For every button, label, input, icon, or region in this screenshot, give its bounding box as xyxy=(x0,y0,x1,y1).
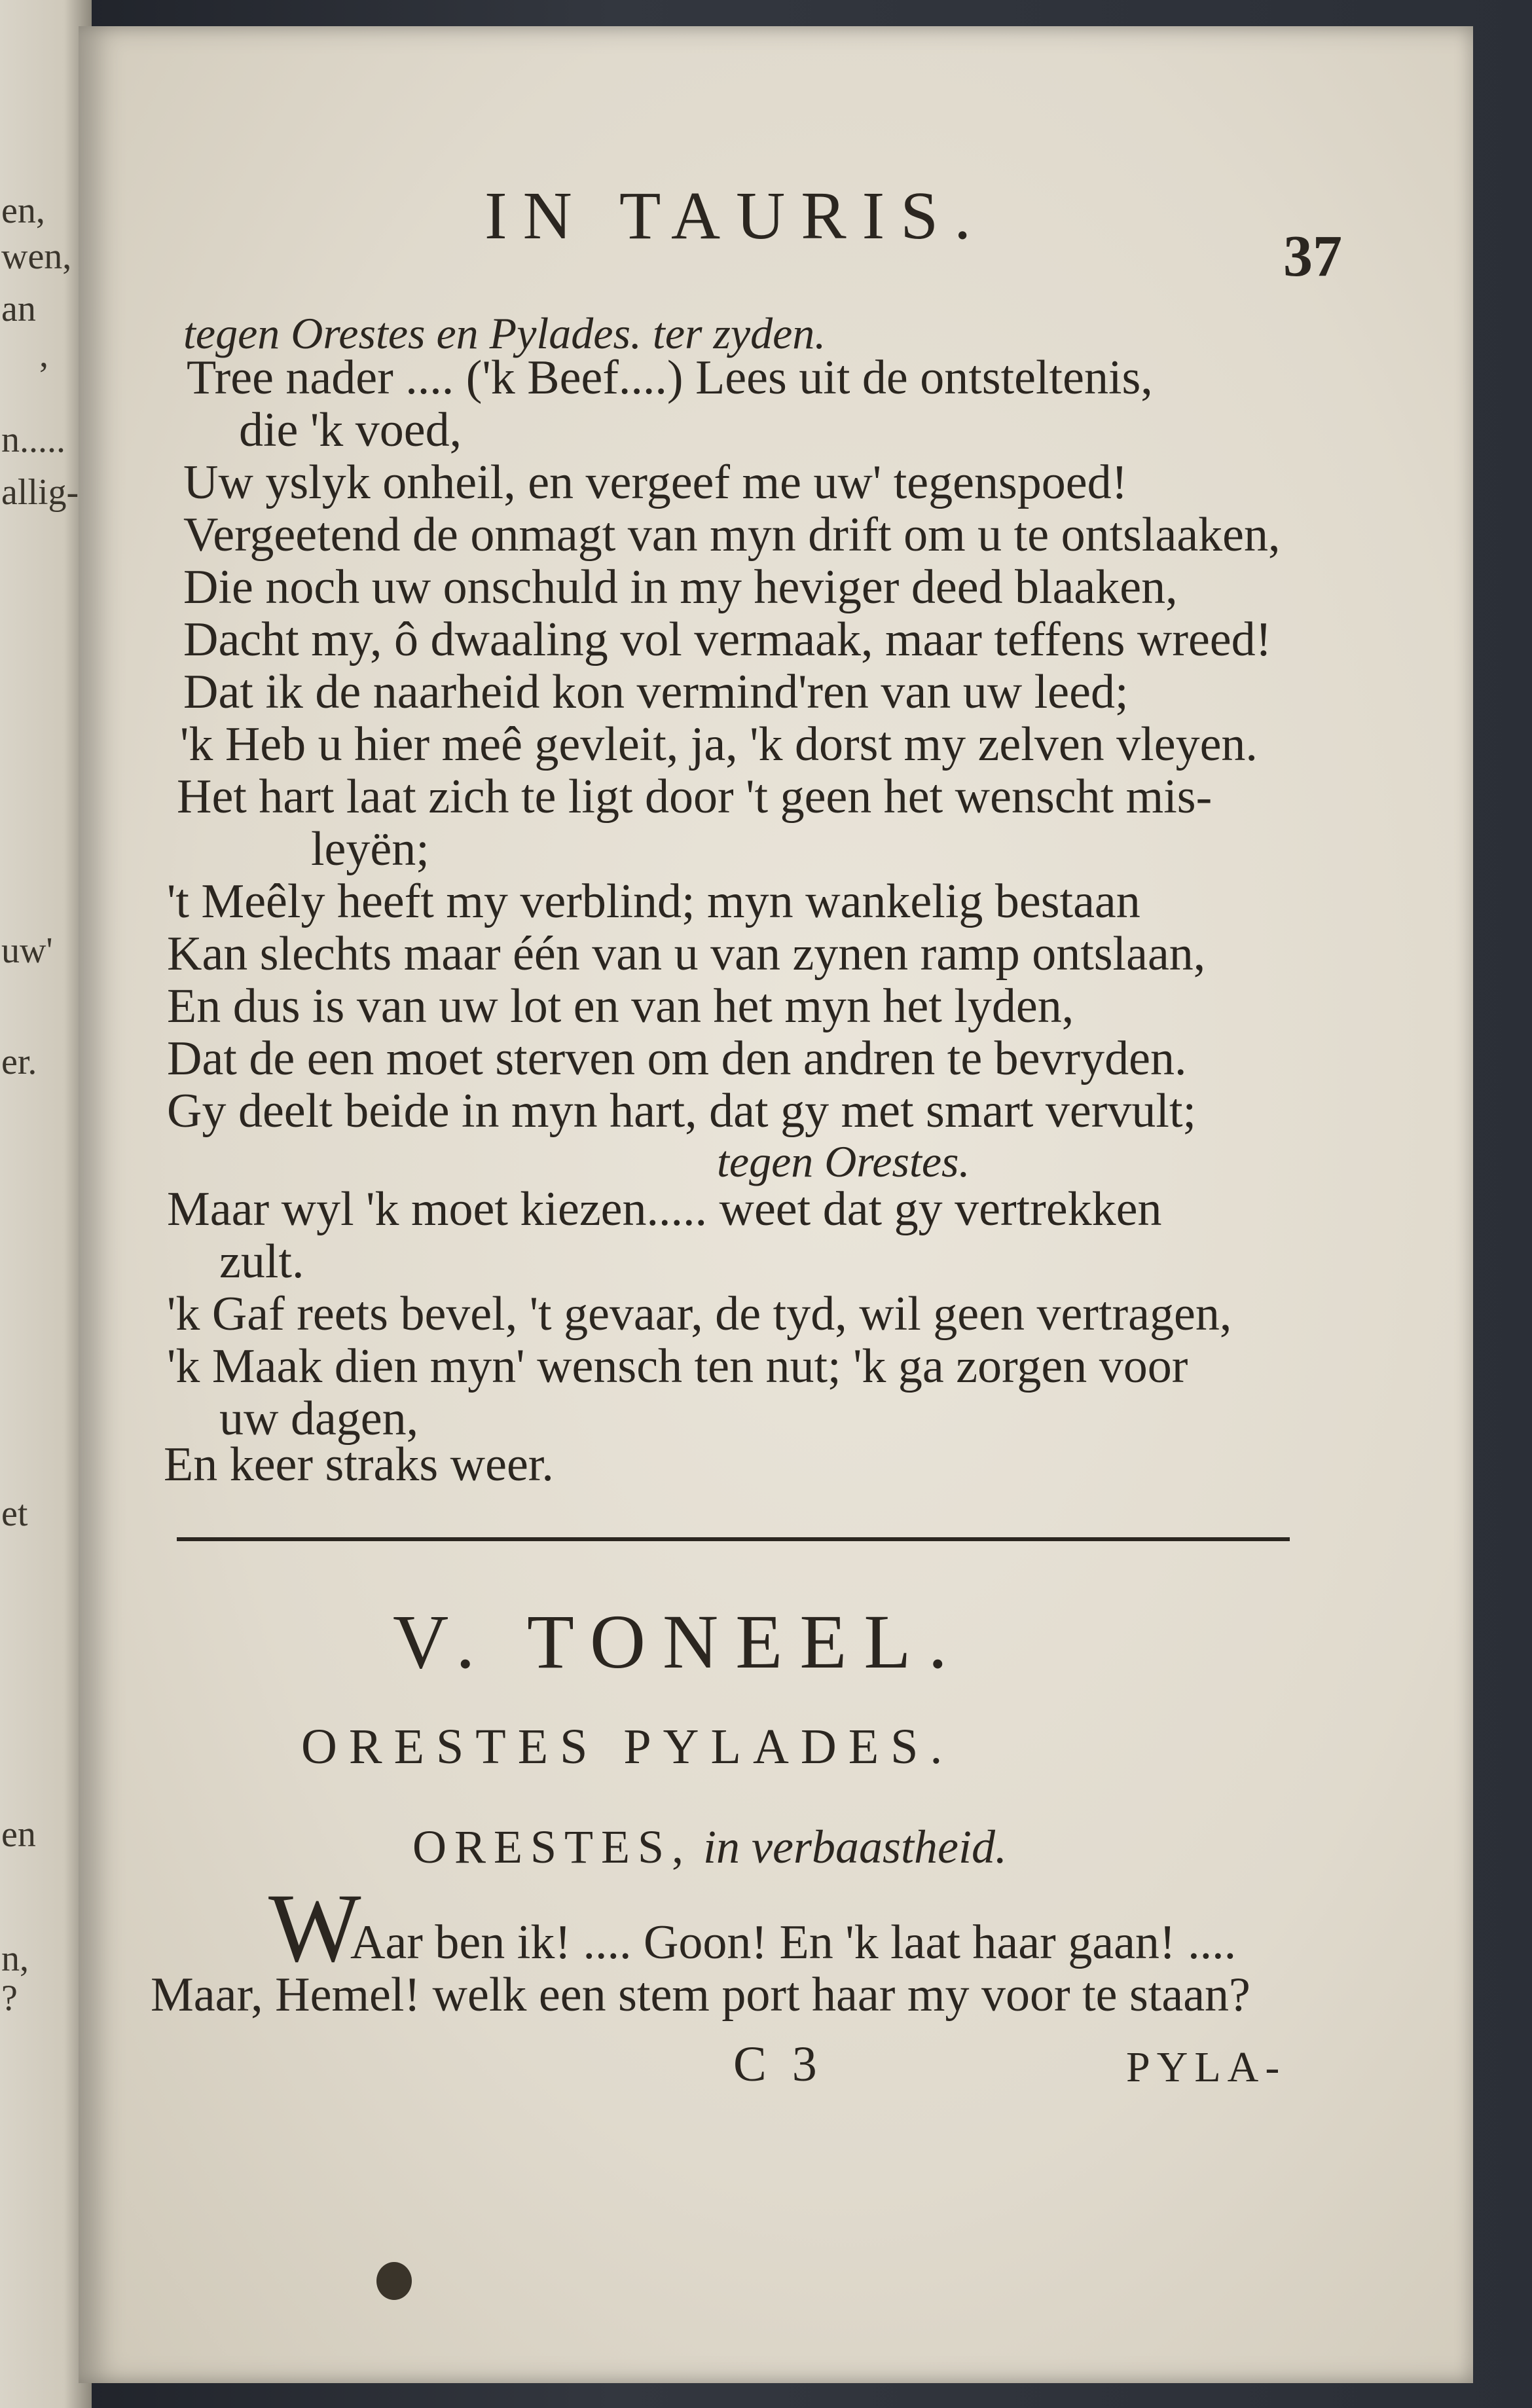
verse-line: 'k Maak dien myn' wensch ten nut; 'k ga zorgen voor xyxy=(167,1340,1188,1393)
verse-line: Dat de een moet sterven om den andren te bevryden. xyxy=(167,1032,1187,1085)
speaker-direction: in verbaastheid. xyxy=(703,1821,1007,1873)
catchword: PYLA- xyxy=(1126,2043,1286,2091)
left-page-fragment: et xyxy=(1,1493,28,1534)
verse-line: die 'k voed, xyxy=(239,403,462,457)
verse-line: Het hart laat zich te ligt door 't geen het wenscht mis- xyxy=(177,770,1213,824)
verse-line: En dus is van uw lot en van het myn het lyden, xyxy=(167,979,1074,1033)
verse-line: Dacht my, ô dwaaling vol vermaak, maar teffens wreed! xyxy=(183,613,1272,666)
left-page-fragment: en xyxy=(1,1814,36,1855)
verse-line: Maar, Hemel! welk een stem port haar my voor te staan? xyxy=(151,1968,1250,2022)
verse-line: En keer straks weer. xyxy=(164,1438,554,1491)
left-page-fragment: er. xyxy=(1,1042,37,1082)
drop-cap: W xyxy=(268,1874,361,1982)
left-page-fragment: wen, xyxy=(1,236,72,277)
facing-page-edge xyxy=(0,0,92,2408)
verse-line: zult. xyxy=(219,1235,304,1288)
left-page-fragment: , xyxy=(39,335,48,375)
verse-line: Maar wyl 'k moet kiezen..... weet dat gy vertrekken xyxy=(167,1182,1162,1236)
verse-line: Vergeetend de onmagt van myn drift om u te ontslaaken, xyxy=(183,508,1281,562)
verse-line: leyën; xyxy=(311,822,429,876)
left-page-fragment: n, xyxy=(1,1939,29,1979)
verse-line: Die noch uw onschuld in my heviger deed blaaken, xyxy=(183,560,1178,614)
verse-line: uw dagen, xyxy=(219,1392,419,1446)
stage-direction: tegen Orestes en Pylades. ter zyden. xyxy=(183,308,826,358)
section-divider xyxy=(177,1537,1290,1541)
verse-line: Dat ik de naarheid kon vermind'ren van uw leed; xyxy=(183,665,1129,719)
stage-direction: tegen Orestes. xyxy=(717,1137,970,1186)
verse-line: Aar ben ik! .... Goon! En 'k laat haar gaan! .... xyxy=(350,1916,1237,1969)
verse-line: 'k Heb u hier meê gevleit, ja, 'k dorst my zelven vleyen. xyxy=(180,718,1258,771)
left-page-fragment: uw' xyxy=(1,930,53,971)
ink-stain xyxy=(376,2262,412,2300)
left-page-fragment: allig- xyxy=(1,472,79,513)
page-number: 37 xyxy=(1283,224,1342,289)
verse-line: Uw yslyk onheil, en vergeef me uw' tegenspoed! xyxy=(183,456,1128,509)
signature-mark: C 3 xyxy=(733,2037,824,2092)
verse-line: 't Meêly heeft my verblind; myn wankelig bestaan xyxy=(167,875,1140,928)
left-page-fragment: en, xyxy=(1,191,45,231)
book-page xyxy=(79,26,1473,2383)
verse-line: Tree nader .... ('k Beef....) Lees uit de ontsteltenis, xyxy=(187,351,1153,405)
left-page-fragment: n..... xyxy=(1,420,65,460)
verse-line: Kan slechts maar één van u van zynen ramp ontslaan, xyxy=(167,927,1206,981)
speaker-name: ORESTES, xyxy=(412,1821,692,1873)
left-page-fragment: ? xyxy=(1,1978,18,2018)
running-head: IN TAURIS. xyxy=(484,178,987,253)
verse-line: Gy deelt beide in myn hart, dat gy met smart vervult; xyxy=(167,1084,1197,1138)
speaker-heading xyxy=(412,1820,1007,1874)
scene-title: V. TONEEL. xyxy=(393,1599,964,1685)
verse-line: 'k Gaf reets bevel, 't gevaar, de tyd, wil geen vertragen, xyxy=(167,1287,1232,1341)
character-list: ORESTES PYLADES. xyxy=(301,1719,955,1774)
left-page-fragment: an xyxy=(1,289,36,329)
